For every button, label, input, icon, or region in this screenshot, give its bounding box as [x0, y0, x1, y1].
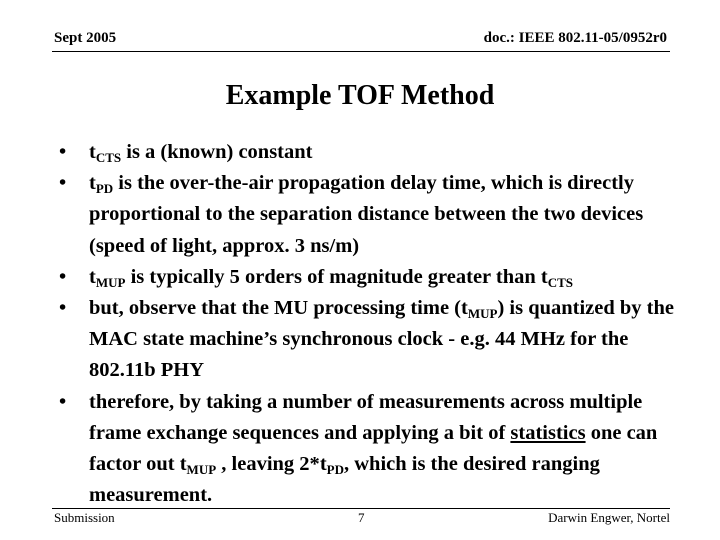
slide-title: Example TOF Method — [225, 80, 495, 111]
bullet-text: is the over-the-air propagation delay time, which is directly proportional to the separation distance between the two devices (speed of light, approx. 3 ns/m) — [89, 172, 644, 257]
bullet-text: therefore, by taking a number of measurements across multiple frame exchange sequences and applying a bit of — [89, 390, 643, 444]
footer-divider — [52, 508, 670, 509]
subscript: MUP — [186, 462, 217, 478]
subscript: CTS — [547, 274, 574, 290]
bullet-item — [56, 387, 676, 512]
bullet-icon: • — [59, 172, 67, 195]
bullet-item — [56, 262, 676, 293]
bullet-item — [56, 293, 676, 387]
footer-author: Darwin Engwer, Nortel — [548, 510, 670, 525]
bullet-icon: • — [59, 297, 67, 320]
bullet-icon: • — [59, 390, 67, 413]
bullet-text: , which is the desired ranging measurement. — [89, 453, 600, 507]
bullet-text: one can factor out — [89, 421, 658, 476]
subscript: MUP — [95, 274, 126, 290]
bullet-text: is a (known) constant — [121, 141, 313, 163]
bullet-item — [56, 137, 676, 168]
variable-t: t — [89, 172, 96, 195]
bullet-list — [56, 137, 676, 511]
bullet-text: , leaving 2* — [216, 453, 320, 476]
bullet-icon: • — [59, 265, 67, 288]
variable-t: t — [179, 453, 187, 476]
header-doc-id: doc.: IEEE 802.11-05/0952r0 — [483, 30, 667, 46]
bullet-text: ) is quantized by the MAC state machine’s synchronous clock - e.g. 44 MHz for the 802.11b PHY — [89, 297, 674, 382]
variable-t: t — [319, 453, 327, 476]
variable-t: t — [540, 265, 548, 288]
page-number: 7 — [358, 510, 365, 525]
bullet-icon: • — [59, 141, 67, 163]
variable-t: t — [89, 265, 96, 288]
variable-t: t — [461, 297, 468, 320]
bullet-item — [56, 168, 676, 262]
bullet-text: but, observe that the MU processing time ( — [89, 297, 461, 320]
subscript: PD — [326, 462, 344, 478]
header-divider — [52, 51, 670, 52]
footer-submission: Submission — [54, 510, 115, 525]
statistics-link[interactable]: statistics — [510, 421, 586, 444]
variable-t: t — [89, 141, 96, 163]
subscript: MUP — [467, 306, 498, 322]
subscript: CTS — [95, 150, 122, 165]
bullet-text: is typically 5 orders of magnitude greater than — [125, 265, 541, 288]
subscript: PD — [95, 181, 114, 197]
header-date: Sept 2005 — [54, 30, 117, 46]
